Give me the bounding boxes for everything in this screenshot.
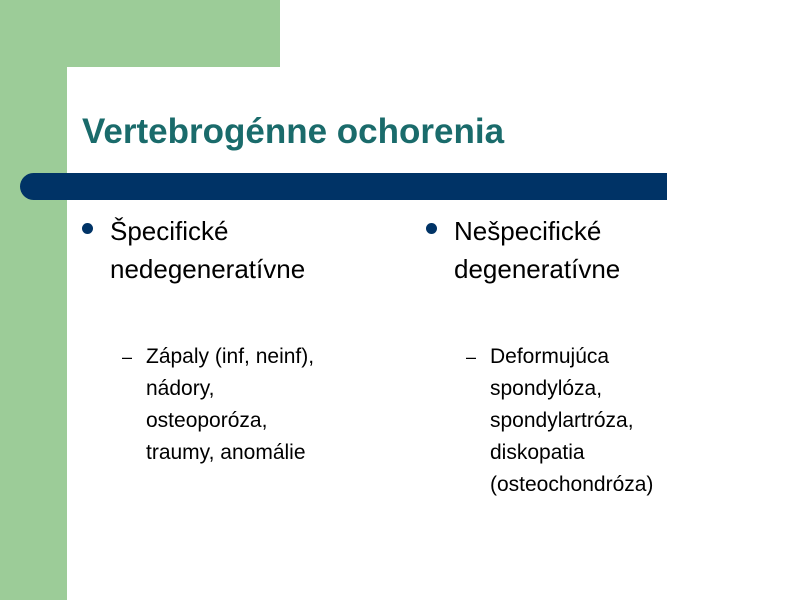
slide-title: Vertebrogénne ochorenia (82, 112, 505, 151)
left-heading-line-1: Špecifické (110, 216, 229, 246)
dash-icon: – (466, 347, 477, 367)
right-detail-line-1: Deformujúca (490, 345, 610, 368)
left-detail-line-2: nádory, (146, 377, 215, 400)
left-detail-line-3: osteoporóza, (146, 409, 268, 432)
right-detail-line-2: spondylóza, (490, 377, 603, 400)
right-bullet (422, 212, 752, 288)
right-detail-line-4: diskopatia (490, 441, 585, 464)
left-heading-line-2: nedegeneratívne (110, 254, 306, 284)
right-column (422, 212, 752, 501)
left-bullet (78, 212, 398, 288)
left-detail-line-1: Zápaly (inf, neinf), (146, 345, 315, 368)
left-column (78, 212, 398, 469)
right-heading-line-2: degeneratívne (454, 254, 621, 284)
left-sub-bullet (78, 341, 398, 469)
green-top-band (0, 0, 280, 67)
right-detail-line-3: spondylartróza, (490, 409, 634, 432)
title-underline-bar (20, 173, 667, 200)
dash-icon: – (122, 347, 133, 367)
bullet-dot-icon (82, 223, 93, 234)
left-detail-line-4: traumy, anomálie (146, 441, 306, 464)
right-heading-line-1: Nešpecifické (454, 216, 602, 246)
bullet-dot-icon (426, 223, 437, 234)
right-detail-line-5: (osteochondróza) (490, 473, 654, 496)
right-sub-bullet (422, 341, 752, 501)
green-side-band (0, 0, 67, 600)
